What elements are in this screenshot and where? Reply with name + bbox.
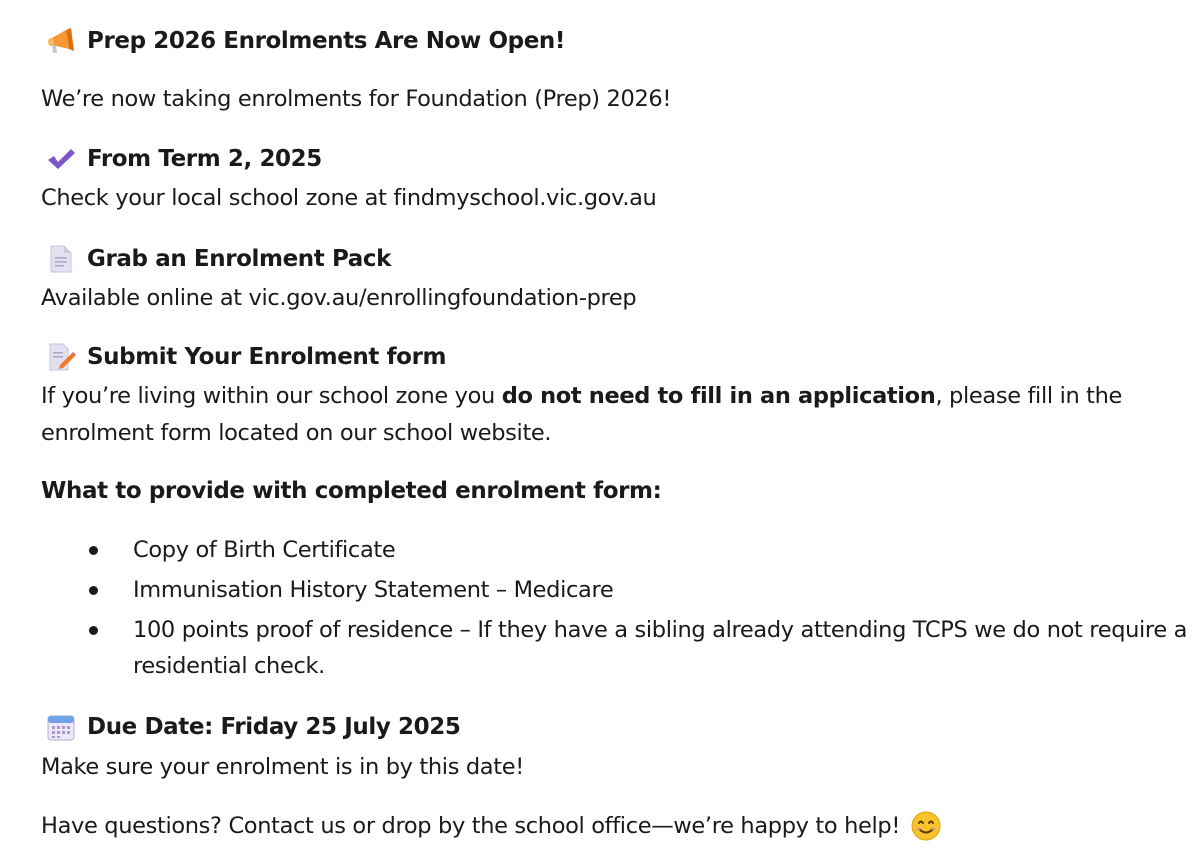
prep-open-heading: Prep 2026 Enrolments Are Now Open! <box>43 26 565 56</box>
submit-text-line2: enrolment form located on our school website. <box>41 420 552 446</box>
submit-heading: Submit Your Enrolment form <box>43 342 446 372</box>
smiling-face-icon <box>910 811 942 849</box>
list-item: Immunisation History Statement – Medicare <box>133 577 614 603</box>
provide-heading: What to provide with completed enrolment form: <box>41 478 662 504</box>
megaphone-icon <box>43 26 75 56</box>
term2-heading: From Term 2, 2025 <box>43 144 322 174</box>
term2-text: Check your local school zone at findmyschool.vic.gov.au <box>41 185 657 211</box>
list-item: 100 points proof of residence – If they have a sibling already attending TCPS we do not require a residential check. <box>133 617 1188 679</box>
submit-text-line1: If you’re living within our school zone you do not need to fill in an application, please fill in the <box>41 383 1123 409</box>
no-application-emphasis: do not need to fill in an application <box>501 383 936 409</box>
due-heading: Due Date: Friday 25 July 2025 <box>43 712 460 742</box>
due-text: Make sure your enrolment is in by this date! <box>41 754 524 780</box>
bullet-dot <box>89 546 98 555</box>
pack-text: Available online at vic.gov.au/enrollingfoundation-prep <box>41 285 637 311</box>
pack-heading: Grab an Enrolment Pack <box>43 244 391 274</box>
document-icon <box>43 244 75 274</box>
closing-text: Have questions? Contact us or drop by the school office—we’re happy to help! <box>41 811 942 849</box>
prep-open-text: We’re now taking enrolments for Foundation (Prep) 2026! <box>41 86 672 112</box>
memo-pencil-icon <box>43 342 75 372</box>
list-item: Copy of Birth Certificate <box>133 537 396 563</box>
bullet-dot <box>89 586 98 595</box>
bullet-dot <box>89 626 98 635</box>
calendar-icon <box>43 712 75 742</box>
checkmark-icon <box>43 144 75 174</box>
